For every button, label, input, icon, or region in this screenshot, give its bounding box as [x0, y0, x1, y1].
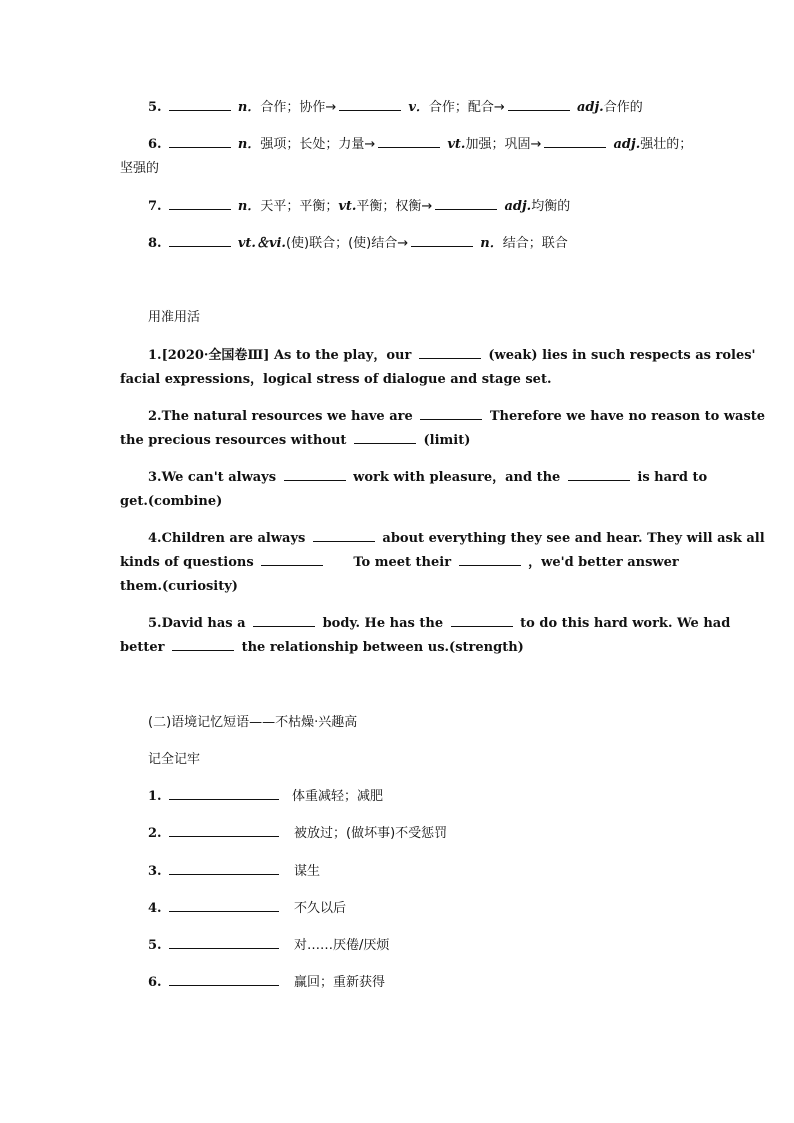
answer-blank[interactable]	[169, 97, 231, 111]
vocab-item-5: 5. n．合作；协作→ v．合作；配合→ adj.合作的	[148, 96, 676, 120]
answer-blank[interactable]	[169, 972, 279, 986]
answer-blank[interactable]	[378, 134, 440, 148]
usage-q5-line2: better the relationship between us.(strength)	[120, 636, 676, 660]
answer-blank[interactable]	[169, 935, 279, 949]
answer-blank[interactable]	[411, 233, 473, 247]
usage-q1-line2: facial expressions，logical stress of dialogue and stage set.	[120, 372, 552, 387]
usage-q4-line2: kinds of questions To meet their ，we'd better answer	[120, 551, 676, 575]
answer-blank[interactable]	[419, 345, 481, 359]
phrase-item-4: 4. 不久以后	[148, 897, 676, 921]
answer-blank[interactable]	[451, 613, 513, 627]
answer-blank[interactable]	[172, 637, 234, 651]
answer-blank[interactable]	[169, 898, 279, 912]
usage-q3-line1: 3.We can't always work with pleasure，and the is hard to	[148, 466, 676, 490]
phrase-item-5: 5. 对……厌倦/厌烦	[148, 934, 676, 958]
usage-q4-line1: 4.Children are always about everything they see and hear. They will ask all	[148, 527, 676, 551]
answer-blank[interactable]	[354, 430, 416, 444]
answer-blank[interactable]	[420, 406, 482, 420]
phrase-item-2: 2. 被放过；(做坏事)不受惩罚	[148, 822, 676, 846]
phrases-subheading: 记全记牢	[148, 752, 201, 767]
vocab-item-8: 8. vt.＆vi.(使)联合；(使)结合→ n．结合；联合	[148, 232, 676, 256]
answer-blank[interactable]	[169, 233, 231, 247]
item-number: 5.	[148, 100, 162, 115]
vocab-item-7: 7. n．天平；平衡；vt.平衡；权衡→ adj.均衡的	[148, 195, 676, 219]
answer-blank[interactable]	[169, 134, 231, 148]
usage-q2-line2: the precious resources without (limit)	[120, 429, 676, 453]
answer-blank[interactable]	[313, 528, 375, 542]
usage-heading: 用准用活	[148, 310, 201, 325]
phrases-heading: (二)语境记忆短语——不枯燥·兴趣高	[148, 715, 358, 730]
answer-blank[interactable]	[261, 552, 323, 566]
vocab-item-6-continuation: 坚强的	[120, 161, 160, 176]
phrase-item-6: 6. 赢回；重新获得	[148, 971, 676, 995]
answer-blank[interactable]	[339, 97, 401, 111]
phrase-item-3: 3. 谋生	[148, 860, 676, 884]
answer-blank[interactable]	[253, 613, 315, 627]
answer-blank[interactable]	[544, 134, 606, 148]
phrase-item-1: 1. 体重减轻；减肥	[148, 785, 676, 809]
answer-blank[interactable]	[508, 97, 570, 111]
usage-q4-line3: them.(curiosity)	[120, 579, 238, 594]
answer-blank[interactable]	[459, 552, 521, 566]
usage-q2-line1: 2.The natural resources we have are Therefore we have no reason to waste	[148, 405, 676, 429]
vocab-item-6: 6. n．强项；长处；力量→ vt.加强；巩固→ adj.强壮的；	[148, 133, 676, 157]
answer-blank[interactable]	[568, 467, 630, 481]
answer-blank[interactable]	[435, 196, 497, 210]
usage-q5-line1: 5.David has a body. He has the to do this hard work. We had	[148, 612, 676, 636]
usage-q1-line1: 1.[2020·全国卷Ⅲ] As to the play，our (weak) lies in such respects as roles'	[148, 344, 676, 368]
answer-blank[interactable]	[169, 823, 279, 837]
answer-blank[interactable]	[169, 786, 279, 800]
answer-blank[interactable]	[169, 861, 279, 875]
usage-q3-line2: get.(combine)	[120, 494, 223, 509]
answer-blank[interactable]	[284, 467, 346, 481]
answer-blank[interactable]	[169, 196, 231, 210]
